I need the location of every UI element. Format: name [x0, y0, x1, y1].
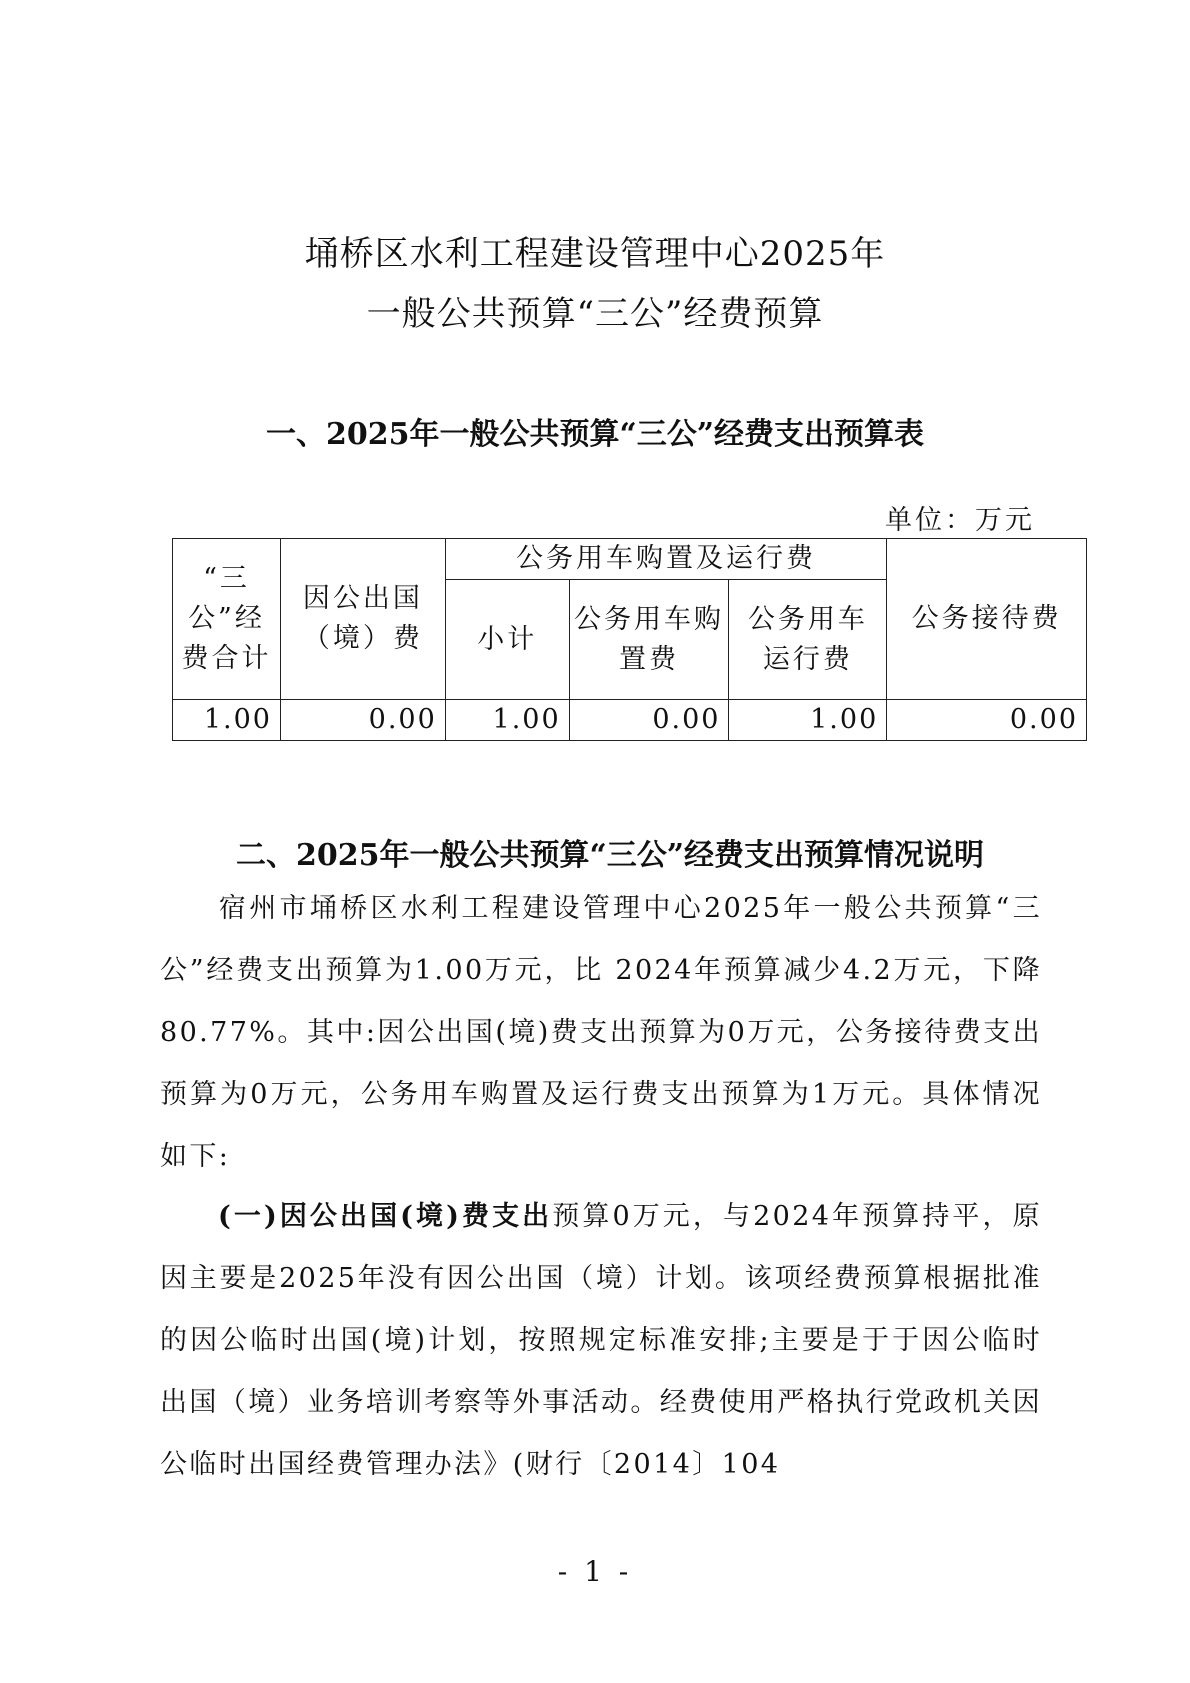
cell-car-operation: 1.00 [729, 700, 887, 741]
paragraph-abroad-lead: (一)因公出国(境)费支出 [218, 1201, 553, 1232]
header-total: “三公”经费合计 [173, 539, 281, 700]
document-title-line1: 埇桥区水利工程建设管理中心2025年 [304, 234, 886, 274]
table-row [173, 700, 1087, 741]
header-abroad: 因公出国（境）费 [280, 539, 445, 700]
header-car-purchase: 公务用车购置费 [569, 580, 729, 700]
header-car-group: 公务用车购置及运行费 [445, 539, 886, 580]
header-subtotal: 小计 [445, 580, 569, 700]
paragraph-abroad-text: 预算0万元，与2024年预算持平，原因主要是2025年没有因公出国（境）计划。该项经费预算根据批准的因公临时出国(境)计划，按照规定标准安排;主要是于于因公临时出国（境）业务培训考察等外事活动。经费使用严格执行党政机关因公临时出国经费管理办法》(财行〔2014〕104 [160, 1201, 1042, 1480]
budget-table [172, 538, 1087, 741]
header-reception: 公务接待费 [887, 539, 1087, 700]
paragraph-summary [160, 878, 1042, 1188]
cell-abroad: 0.00 [280, 700, 445, 741]
paragraph-abroad [160, 1186, 1042, 1496]
cell-car-purchase: 0.00 [569, 700, 729, 741]
cell-reception: 0.00 [887, 700, 1087, 741]
section2-heading: 二、2025年一般公共预算“三公”经费支出预算情况说明 [236, 838, 985, 873]
table-header-row-1 [173, 539, 1087, 580]
unit-label: 单位：万元 [885, 505, 1035, 536]
cell-total: 1.00 [173, 700, 281, 741]
page-number: - 1 - [557, 1555, 633, 1588]
cell-subtotal: 1.00 [445, 700, 569, 741]
paragraph-summary-text: 宿州市埇桥区水利工程建设管理中心2025年一般公共预算“三公”经费支出预算为1.00万元，比 2024年预算减少4.2万元，下降80.77%。其中:因公出国(境)费支出预算为0万元，公务接待费支出预算为0万元，公务用车购置及运行费支出预算为1万元。具体情况如下: [160, 893, 1042, 1172]
document-title-line2: 一般公共预算“三公”经费预算 [366, 294, 824, 334]
header-car-operation: 公务用车运行费 [729, 580, 887, 700]
section1-heading: 一、2025年一般公共预算“三公”经费支出预算表 [265, 417, 924, 452]
